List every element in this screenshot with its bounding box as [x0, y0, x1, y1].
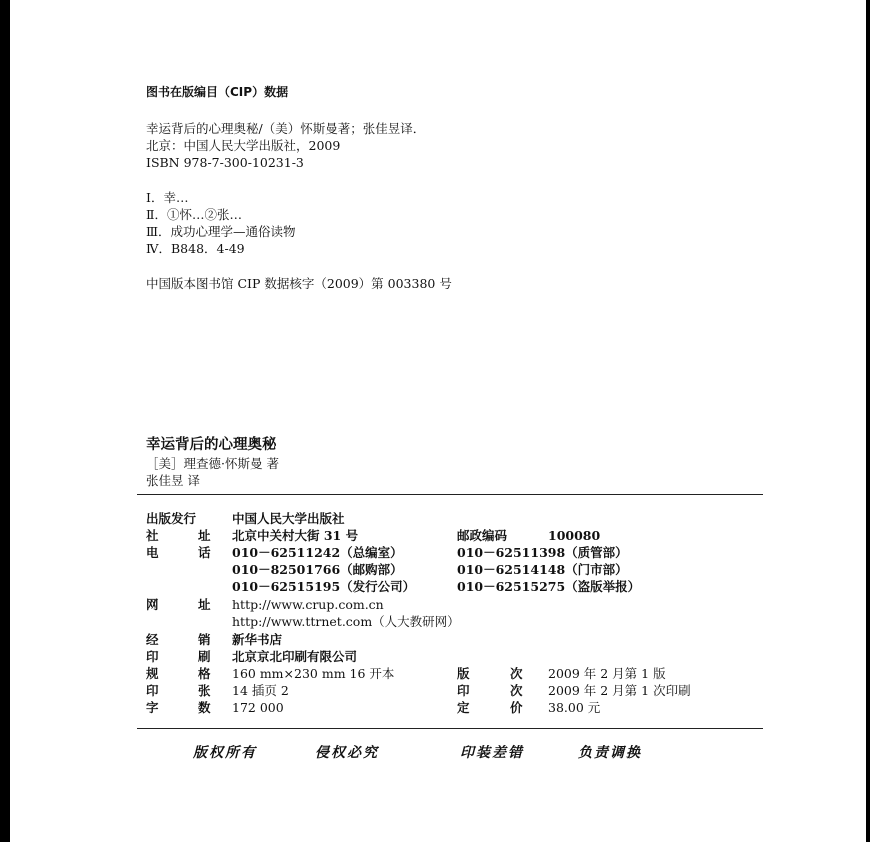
bottom-rule [137, 728, 763, 729]
publisher-label: 出版发行 [146, 511, 197, 526]
cip-core-number: 中国版本图书馆 CIP 数据核字（2009）第 003380 号 [146, 276, 452, 291]
price-value: 38.00 元 [548, 700, 601, 715]
words-value: 172 000 [232, 700, 284, 715]
edition-label-1: 版 [457, 666, 470, 681]
website-label-2: 址 [198, 597, 211, 612]
printer-value: 北京京北印刷有限公司 [232, 649, 358, 664]
printer-label-1: 印 [146, 649, 159, 664]
postcode-value: 100080 [548, 528, 601, 543]
distributor-value: 新华书店 [232, 632, 283, 647]
phone-row2-right: 010－62514148（门市部） [457, 562, 628, 577]
cip-line-publisher: 北京：中国人民大学出版社，2009 [146, 138, 341, 153]
website-label-1: 网 [146, 597, 159, 612]
publisher-value: 中国人民大学出版社 [232, 511, 345, 526]
cip-line-isbn: ISBN 978-7-300-10231-3 [146, 155, 304, 170]
website-url-1: http://www.crup.com.cn [232, 597, 384, 612]
sheets-value: 14 插页 2 [232, 683, 289, 698]
impression-label-2: 次 [510, 683, 523, 698]
phone-row1-left: 010－62511242（总编室） [232, 545, 403, 560]
footer-print-error: 印装差错 [460, 745, 524, 761]
cip-heading: 图书在版编目（CIP）数据 [146, 85, 289, 99]
price-label-2: 价 [510, 700, 523, 715]
phone-row3-right: 010－62515275（盗版举报） [457, 579, 641, 594]
phone-row3-left: 010－62515195（发行公司） [232, 579, 416, 594]
words-label-1: 字 [146, 700, 159, 715]
phone-label-1: 电 [146, 545, 159, 560]
impression-label-1: 印 [457, 683, 470, 698]
cip-class-2: Ⅱ．①怀…②张… [146, 207, 242, 222]
website-url-2: http://www.ttrnet.com（人大教研网） [232, 614, 460, 629]
book-author: ［美］理查德·怀斯曼 著 [146, 456, 279, 471]
edition-value: 2009 年 2 月第 1 版 [548, 666, 666, 681]
cip-class-1: Ⅰ．幸… [146, 190, 189, 205]
cip-class-4: Ⅳ．B848．4-49 [146, 241, 245, 256]
top-rule [137, 494, 763, 495]
address-label-2: 址 [198, 528, 211, 543]
footer-infringement: 侵权必究 [315, 745, 379, 761]
book-title: 幸运背后的心理奥秘 [146, 436, 277, 453]
spec-label-2: 格 [198, 666, 211, 681]
sheets-label-2: 张 [198, 683, 211, 698]
spec-label-1: 规 [146, 666, 159, 681]
phone-label-2: 话 [198, 545, 211, 560]
address-value: 北京中关村大街 31 号 [232, 528, 359, 543]
footer-exchange: 负责调换 [578, 745, 642, 761]
spec-value: 160 mm×230 mm 16 开本 [232, 666, 395, 681]
distributor-label-1: 经 [146, 632, 159, 647]
impression-value: 2009 年 2 月第 1 次印刷 [548, 683, 691, 698]
book-translator: 张佳昱 译 [146, 473, 200, 488]
footer-copyright: 版权所有 [193, 745, 257, 761]
phone-row1-right: 010－62511398（质管部） [457, 545, 628, 560]
address-label-1: 社 [146, 528, 159, 543]
copyright-page [10, 0, 866, 842]
cip-class-3: Ⅲ．成功心理学—通俗读物 [146, 224, 296, 239]
postcode-label: 邮政编码 [457, 528, 508, 543]
sheets-label-1: 印 [146, 683, 159, 698]
words-label-2: 数 [198, 700, 211, 715]
printer-label-2: 刷 [198, 649, 211, 664]
price-label-1: 定 [457, 700, 470, 715]
phone-row2-left: 010－82501766（邮购部） [232, 562, 403, 577]
edition-label-2: 次 [510, 666, 523, 681]
cip-line-title: 幸运背后的心理奥秘/（美）怀斯曼著；张佳昱译． [146, 121, 426, 136]
distributor-label-2: 销 [198, 632, 211, 647]
